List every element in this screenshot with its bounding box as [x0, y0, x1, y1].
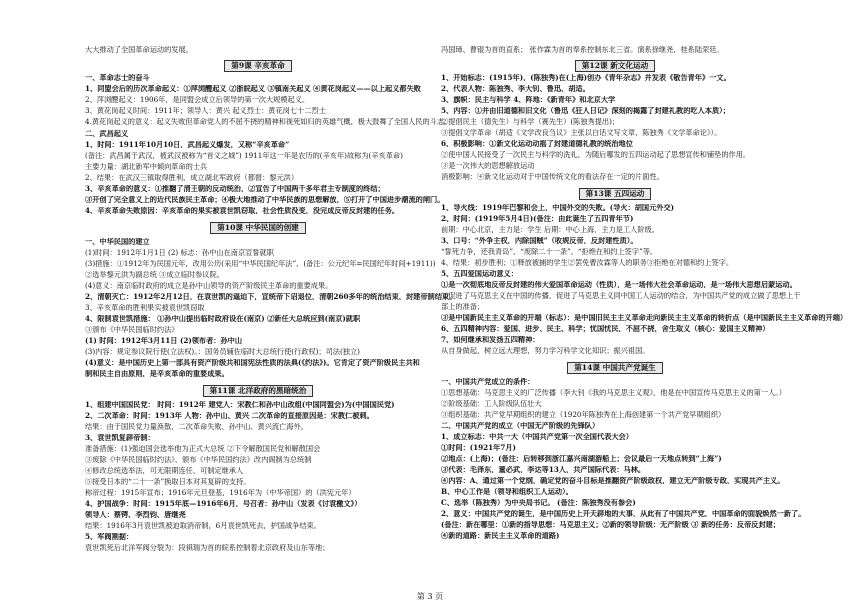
text-line: 1、时间：1911年10月10日，武昌起义爆发，又称“辛亥革命”	[85, 141, 290, 149]
text-line: ⑤接受日本的“二十一条”换取日本对其复辟的支持。	[85, 478, 251, 486]
text-line: 2、清朝灭亡：1912年2月12日，在袁世凯的逼迫下，宣统帝下诏退位，清朝260多年的统治结束，封建帝制结束。	[85, 293, 457, 301]
text-line: ④修改总统选举法，可无限期连任，可制定继承人	[85, 467, 244, 475]
text-line: 制和民主自由原则，是辛亥革命的重要成果。	[85, 370, 229, 378]
text-line: 从自身做起，树立远大理想，努力学习科学文化知识；振兴祖国。	[441, 347, 650, 355]
text-line: ③代表：毛泽东，董必武，李达等13人，共产国际代表：马林。	[441, 466, 646, 474]
text-line: 一、中华民国的建立	[85, 238, 150, 246]
lesson-heading-text: 第13课 五四运动	[579, 188, 652, 200]
text-line: 2、代表人物：陈独秀、李大钊、鲁迅、胡适。	[441, 85, 590, 93]
text-line: 袁世凯死后北洋军阀分裂为：段祺瑞为首的皖系控制着北京政府及山东等地；	[85, 544, 330, 552]
lesson-heading-text: 第11课 北洋政府的黑暗统治	[203, 385, 314, 397]
text-line: 4、结果：初步胜利；①释放被捕的学生②罢免曹汝霖等人的职务③拒绝在对德和约上签字。	[441, 259, 734, 267]
text-line: 5、五四爱国运动意义：	[441, 270, 518, 278]
text-line: 结果：1916年3月袁世凯被迫取消帝制，6月袁世凯死去，护国战争结束。	[85, 522, 321, 530]
text-line: 部上的准备；	[441, 303, 485, 311]
text-line: ③是中国新民主主义革命的开端（标志）：是中国旧民主主义革命走向新民主主义革命的转折点（是中国新民主主义革命的开端）	[441, 314, 848, 322]
text-line: ②选举黎元洪为副总统 ③成立临时参议院。	[85, 271, 224, 279]
text-line: 消极影响：④新文化运动对于中国传统文化的看法存在一定的片面性。	[441, 173, 664, 181]
text-line: ④内容：A、通过第一个党纲，确定党的奋斗目标是推翻资产阶级政权，建立无产阶级专政，实现共产主义。	[441, 477, 785, 485]
text-line: 冯国璋、曹锟为首的直系； 张作霖为首的奉系控制东北三省。演系徐继尧，桂系陆荣廷。	[441, 46, 724, 54]
text-line: 二、武昌起义	[85, 130, 129, 138]
lesson-heading	[441, 362, 789, 374]
text-line: ③废除《中华民国临时约法》，颁布《中华民国约法》改内阁制为总统制	[85, 456, 312, 464]
text-line: 6、五四精神内容：爱国、进步、民主、科学；忧国忧民，不屈不挠，舍生取义（核心：爱国主义精神）	[441, 325, 770, 333]
text-line: (备注：武昌属于武汉，被武汉被称为“首义之城”) 1911年这一年是农历的(辛亥年)故称为(辛亥革命)	[85, 152, 403, 160]
text-line: (1)时间：1912年1月1日 (2) 标志：孙中山在南京宣誓就职	[85, 249, 274, 257]
lesson-heading-text: 第12课 新文化运动	[575, 60, 655, 72]
text-line: 3、袁世凯复辟帝制：	[85, 434, 155, 442]
text-line: 7、如何继承和发扬五四精神：	[441, 336, 540, 344]
text-line: 1、同盟会后的历次革命起义：①萍浏醴起义 ②浙皖起义 ③镇南关起义 ④黄花岗起义——以上起义都失败	[85, 85, 421, 93]
text-line: ③颁布《中华民国临时约法》	[85, 326, 179, 334]
lesson-heading	[441, 60, 789, 72]
text-line: 6、积极影响：①新文化运动动摇了封建道德礼教的统治地位	[441, 140, 633, 148]
text-line: 大大推动了全国革命运动的发展。	[85, 46, 193, 54]
text-line: 3、旗帜：民主与科学 4、阵地：《新青年》和北京大学	[441, 96, 616, 104]
lesson-heading	[441, 188, 789, 200]
text-line: 5、内容：①并由旧道德和旧文化（鲁迅《狂人日记》深刻的揭露了封建礼教的吃人本质）；	[441, 107, 730, 115]
text-line: ②地点：(上海)；(备注：后转移到浙江嘉兴南湖游船上；会议最后一天地点转到“上海”)	[441, 455, 722, 463]
text-line: ②提倡民主（德先生）与科学（赛先生）(陈独秀提出)；	[441, 118, 620, 126]
text-line: (4)意义：南京临时政府的成立是孙中山领导的资产阶级民主革命的重要成果。	[85, 282, 333, 290]
text-line: ③是一次伟大的思想解放运动	[441, 162, 535, 170]
text-line: 4、护国战争：时间：1915年底—1916年6月，号召者：孙中山（发表《讨袁檄文》）	[85, 500, 362, 508]
lesson-heading	[85, 385, 431, 397]
text-line: ④新的道路：新民主主义革命的道路)	[441, 532, 560, 540]
text-line: 前期：中心北京，主力是：学生 后期：中心上海，主力是工人阶级。	[441, 226, 659, 234]
text-line: ②阶级基础：工人阶级队伍壮大	[441, 400, 542, 408]
lesson-heading	[85, 222, 431, 234]
lesson-heading-text: 第14课 中国共产党诞生	[567, 362, 663, 374]
text-line: (3)措施：①1912年为民国元年，改用公历(采用“中华民国纪年法”，(备注：公元纪年=民国纪年时间+1911))	[85, 260, 436, 268]
page-number: 第 3 页	[416, 592, 444, 601]
text-line: 一、革命志士的奋斗	[85, 74, 150, 82]
text-line: ③开创了完全意义上的近代民族民主革命；④极大地推动了中华民族的思想解放，⑤打开了中国进步潮流的闸门。	[85, 196, 445, 204]
text-line: 2、萍浏醴起义：1906年，是同盟会成立后领导的第一次大规模起义。	[85, 96, 310, 104]
text-line: 2、二次革命：时间：1913年 人物：孙中山、黄兴 二次革命的直接原因是：宋教仁被刺。	[85, 412, 374, 420]
text-line: 二、中国共产党的成立（中国无产阶级的先锋队）	[441, 422, 600, 430]
text-line: 4.黄花岗起义的意义：起义失败但革命党人的不屈不挠的精神和视死如归的英雄气概，极大鼓舞了全国人民的斗志。	[85, 118, 452, 126]
text-line: 2、意义：中国共产党的诞生，是中国历史上开天辟地的大事，从此有了中国共产党，中国革命的面貌焕然一新了。	[441, 510, 806, 518]
text-line: 领导人：蔡锷、李烈钧、唐继尧	[85, 511, 186, 519]
text-line: 一、中国共产党成立的条件：	[441, 378, 535, 386]
text-line: ①思想基础：马克思主义的广泛传播（李大钊《我的马克思主义观》，他是在中国宣传马克思主义的第一人。）	[441, 389, 786, 397]
text-line: 结果：由于国民党力量涣散，二次革命失败，孙中山、黄兴流亡海外。	[85, 423, 308, 431]
text-line: 3、辛亥革命的胜利果实被袁世凯窃取	[85, 304, 205, 312]
text-line: 3、辛亥革命的意义：①推翻了清王朝的反动统治，②宣告了中国两千多年君主专制度的终结；	[85, 185, 385, 193]
lesson-heading	[85, 60, 431, 72]
text-line: (4)意义：是中国历史上第一部具有资产阶级共和国宪法性质的法典(《约法》)。它肯定了资产阶级民主共和	[85, 359, 420, 367]
text-line: 3、口号：“外争主权，内除国贼”（收规反帝，反封建性质）。	[441, 237, 638, 245]
text-line: ②促进了马克思主义在中国的传播，促进了马克思主义同中国工人运动的结合，为中国共产党的成立做了思想上干	[441, 292, 801, 300]
text-line: 4、限制袁世凯措施： ①孙中山提出临时政府设在(南京) ②新任大总统应到(南京)就职	[85, 315, 361, 323]
lesson-heading-text: 第10课 中华民国的创建	[210, 222, 306, 234]
text-line: 主要力量：湖北新军中倾向革命的士兵	[85, 163, 208, 171]
text-line: 称帝过程：1915年宣布；1916年元旦登基，1916年为（中华帝国）的（洪宪元年）	[85, 489, 356, 497]
text-line: ③组织基础：共产党早期组织的建立（1920年陈独秀在上海创建第一个共产党早期组织）	[441, 411, 726, 419]
text-line: 4、辛亥革命失败原因：辛亥革命的果实被袁世凯窃取，社会性质没变，没完成反帝反封建的任务。	[85, 207, 400, 215]
text-line: 2、时间：(1919年5月4日)(备注：由此诞生了五四青年节)	[441, 215, 634, 223]
text-line: C、选举（陈独秀）为中央局书记。 (备注：陈独秀没有参会)	[441, 499, 636, 507]
text-line: 1、导火线：1919年巴黎和会上，中国外交的失败。(导火：胡国元外交)	[441, 204, 675, 212]
text-line: 1、开始标志：(1915年)，(陈独秀)在(上海)创办《青年杂志》并发表《敬告青年》一文。	[441, 74, 731, 82]
text-line: 2、结果：在武汉三镇取得胜利，成立湖北军政府（都督：黎元洪）	[85, 174, 299, 182]
text-line: (3)内容：规定参议院行使(立法权)。：国务员辅佐临时大总统行使(行政权)；司法(独立)	[85, 348, 360, 356]
text-line: “誓死力争，还我青岛”，“废除二十一条”，“拒绝在和约上签字”等。	[441, 248, 658, 256]
text-line: 1、组建中国国民党： 时间：1912年 建党人：宋教仁和孙中山改组(中国同盟会)为(中国国民党)	[85, 401, 395, 409]
text-line: ①时间：(1921年7月)	[441, 444, 516, 452]
text-line: ①是一次彻底地反帝反封建的伟大爱国革命运动（性质），是一场伟大社会革命运动，是一场伟大思想启蒙运动。	[441, 281, 797, 289]
text-line: 3、黄花岗起义时间：1911年；领导人：黄兴 起义烈士：黄花岗七十二烈士	[85, 107, 326, 115]
text-line: 1、成立标志：中共一大（中国共产党第一次全国代表大会）	[441, 433, 633, 441]
text-line: ②使中国人民接受了一次民主与科学的洗礼，为随后哪发的五四运动起了思想宣传和铺垫的作用。	[441, 151, 751, 159]
text-line: 准备措施：(1)强迫国会选举他为正式大总统 ②下令解散国民党和解散国会	[85, 445, 321, 453]
text-line: (1) 时间：1912年3月11日 (2)领布者：孙中山	[85, 337, 243, 345]
text-line: ③提倡文学革命（胡适《文学改良刍议》主张以白话文写文章，陈独秀《文学革命论》）。	[441, 129, 722, 137]
text-line: 5、军阀割据：	[85, 533, 134, 541]
text-line: B、中心工作是（领导和组织工人运动）。	[441, 488, 573, 496]
text-line: (备注：新在哪里：①新的指导思想：马克思主义；②新的领导阶级：无产阶级 ③ 新的任务：反帝反封建；	[441, 521, 781, 529]
lesson-heading-text: 第9课 辛亥革命	[224, 60, 292, 72]
